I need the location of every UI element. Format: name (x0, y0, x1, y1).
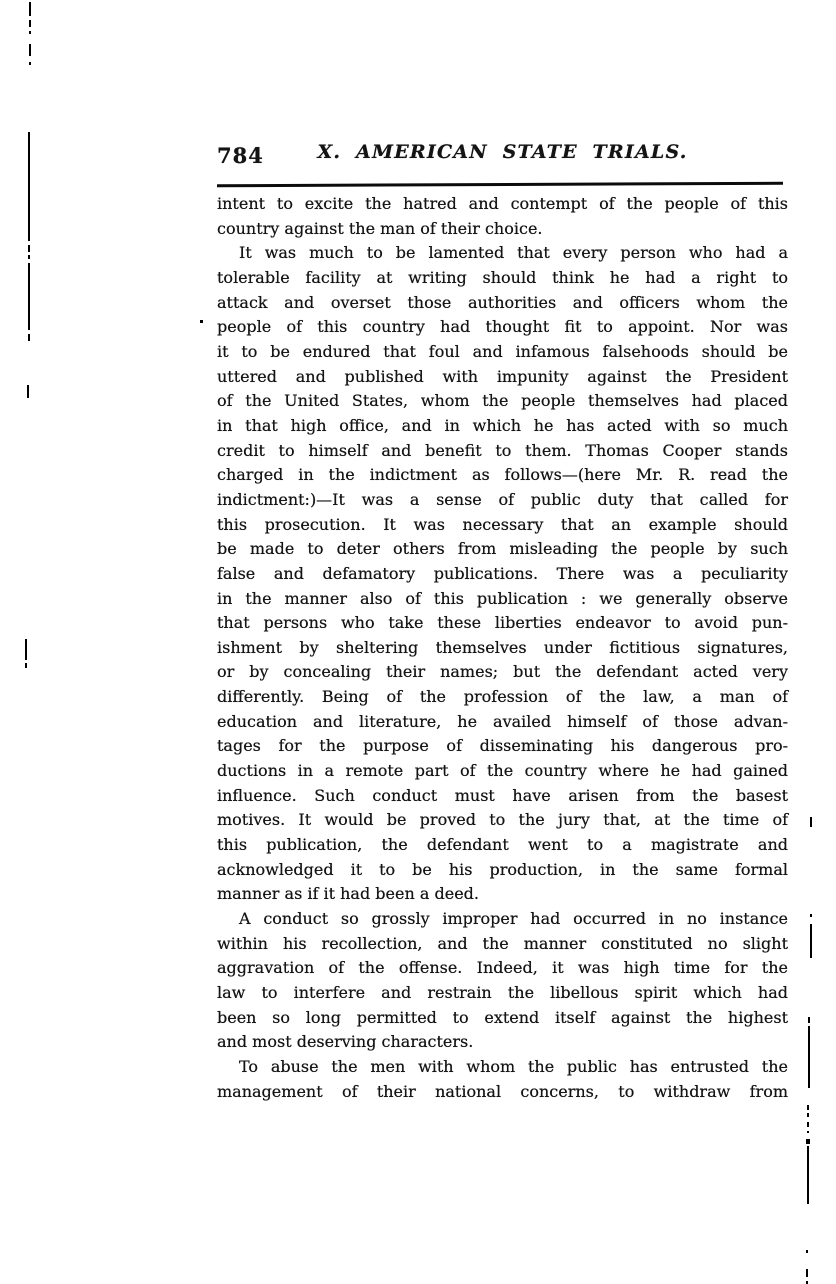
text-line: credit to himself and benefit to them. Thomas Cooper stands (217, 440, 788, 460)
scan-mark (807, 1131, 809, 1133)
scan-mark (25, 639, 27, 660)
text-line: this publication, the defendant went to a magistrate and (217, 835, 788, 855)
text-line: this prosecution. It was necessary that an example should (217, 514, 788, 534)
text-line: tolerable facility at writing should think he had a right to (217, 267, 788, 287)
scan-mark (28, 263, 30, 330)
text-line: charged in the indictment as follows—(here Mr. R. read the (217, 465, 788, 485)
text-line: A conduct so grossly improper had occurred in no instance (239, 909, 788, 929)
text-line: uttered and published with impunity against the President (217, 366, 788, 386)
text-line: management of their national concerns, to withdraw from (217, 1081, 788, 1101)
text-line: in the manner also of this publication : we generally observe (217, 588, 788, 608)
scan-mark (806, 1139, 810, 1144)
text-line: and most deserving characters. (217, 1032, 474, 1052)
page-header (217, 141, 788, 175)
text-line: indictment:)—It was a sense of public duty that called for (217, 489, 788, 509)
text-line: influence. Such conduct must have arisen from the basest (217, 785, 788, 805)
scan-mark (810, 817, 812, 827)
scan-mark (29, 44, 31, 56)
text-line: of the United States, whom the people themselves had placed (217, 391, 788, 411)
text-line: or by concealing their names; but the defendant acted very (217, 662, 788, 682)
scan-mark (807, 1122, 809, 1127)
page-number: 784 (217, 143, 264, 168)
text-line: it to be endured that foul and infamous falsehoods should be (217, 341, 788, 361)
text-line: be made to deter others from misleading the people by such (217, 539, 788, 559)
scan-mark (25, 663, 27, 668)
scan-mark (28, 334, 30, 341)
scan-mark (810, 924, 812, 958)
scan-mark (807, 1105, 809, 1110)
text-line: country against the man of their choice. (217, 218, 543, 238)
scan-mark (29, 62, 31, 65)
scan-mark (810, 914, 812, 917)
text-line: in that high office, and in which he has acted with so much (217, 415, 788, 435)
scan-mark (807, 1113, 809, 1117)
scan-mark (28, 245, 30, 252)
running-title: X. AMERICAN STATE TRIALS. (317, 141, 688, 163)
text-line: intent to excite the hatred and contempt of the people of this (217, 194, 788, 213)
text-line: ductions in a remote part of the country where he had gained (217, 761, 788, 781)
text-line: manner as if it had been a deed. (217, 884, 479, 904)
text-line: It was much to be lamented that every person who had a (239, 243, 788, 263)
text-line: ishment by sheltering themselves under fictitious signatures, (217, 637, 788, 657)
text-line: differently. Being of the profession of the law, a man of (217, 687, 788, 707)
scan-mark (28, 255, 30, 259)
scan-mark (808, 1026, 810, 1088)
text-line: that persons who take these liberties endeavor to avoid pun- (217, 613, 788, 633)
text-line: false and defamatory publications. There was a peculiarity (217, 563, 788, 583)
header-rule (217, 182, 783, 187)
scan-mark (27, 385, 29, 398)
text-line: education and literature, he availed himself of those advan- (217, 711, 788, 731)
scan-mark (806, 1269, 808, 1277)
text-line: tages for the purpose of disseminating his dangerous pro- (217, 736, 788, 756)
scan-mark (29, 2, 31, 16)
scan-mark (808, 1017, 810, 1023)
scan-mark (200, 320, 203, 323)
scan-mark (807, 1146, 809, 1204)
page-body (217, 192, 788, 1104)
scan-mark (29, 31, 31, 34)
scan-mark (28, 132, 30, 241)
scan-mark (29, 20, 31, 27)
text-line: law to interfere and restrain the libellous spirit which had (217, 983, 788, 1002)
text-line: within his recollection, and the manner constituted no slight (217, 933, 788, 953)
text-line: acknowledged it to be his production, in the same formal (217, 859, 788, 879)
text-line: people of this country had thought fit to appoint. Nor was (217, 317, 788, 337)
text-line: aggravation of the offense. Indeed, it was high time for the (217, 958, 788, 978)
text-line: motives. It would be proved to the jury that, at the time of (217, 810, 788, 830)
scan-mark (806, 1250, 808, 1253)
text-line: attack and overset those authorities and officers whom the (217, 292, 788, 312)
text-line: To abuse the men with whom the public has entrusted the (239, 1056, 788, 1076)
text-line: been so long permitted to extend itself against the highest (217, 1007, 788, 1027)
